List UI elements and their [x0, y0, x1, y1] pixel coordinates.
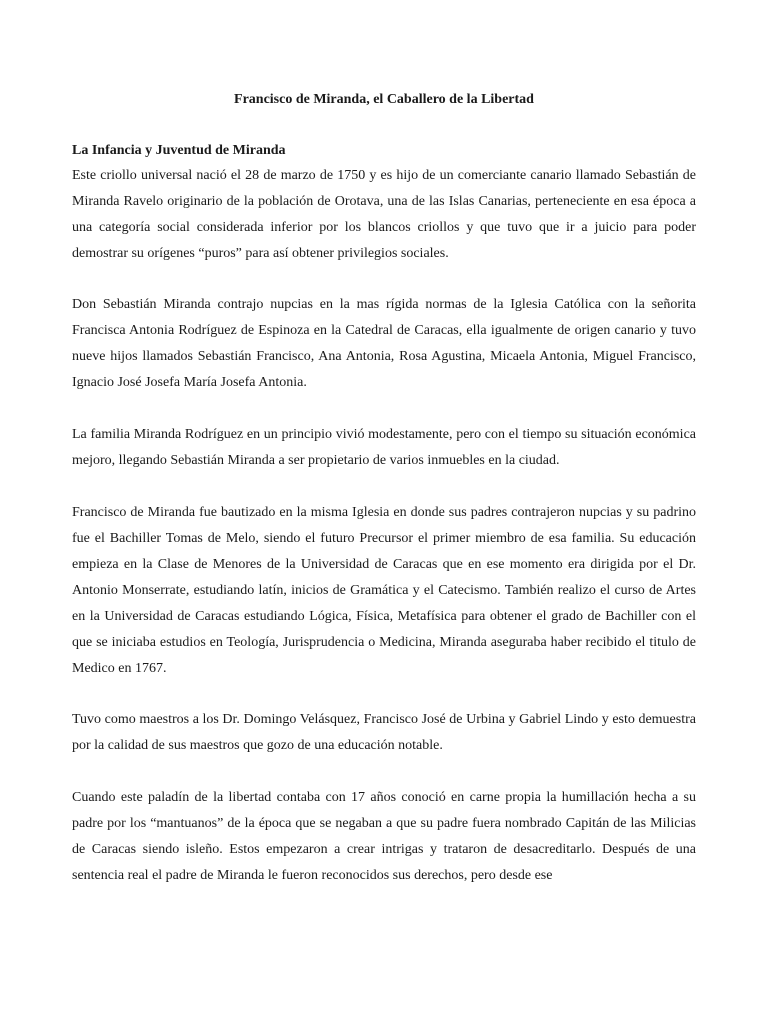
document-page	[72, 0, 696, 1024]
section-heading: La Infancia y Juventud de Miranda	[72, 143, 286, 158]
paragraph-parents-marriage: Don Sebastián Miranda contrajo nupcias en la mas rígida normas de la Iglesia Católica con la señorita Francisca Antonia Rodríguez de Espinoza en la Catedral de Caracas, ella igualmente de origen canario y tuvo nueve hijos llamados Sebastián Francisco, Ana Antonia, Rosa Agustina, Micaela Antonia, Miguel Francisco, Ignacio José Josefa María Josefa Antonia.	[72, 297, 696, 390]
document-title: Francisco de Miranda, el Caballero de la Libertad	[234, 92, 534, 107]
paragraph-father-humiliation: Cuando este paladín de la libertad contaba con 17 años conoció en carne propia la humillación hecha a su padre por los “mantuanos” de la época que se negaban a que su padre fuera nombrado Capitán de las Milicias de Caracas siendo isleño. Estos empezaron a crear intrigas y trataron de desacreditarlo. Después de una sentencia real el padre de Miranda le fueron reconocidos sus derechos, pero desde ese	[72, 790, 696, 883]
paragraph-family-economy: La familia Miranda Rodríguez en un principio vivió modestamente, pero con el tiempo su situación económica mejoro, llegando Sebastián Miranda a ser propietario de varios inmuebles en la ciudad.	[72, 427, 696, 468]
paragraph-birth: Este criollo universal nació el 28 de marzo de 1750 y es hijo de un comerciante canario llamado Sebastián de Miranda Ravelo originario de la población de Orotava, una de las Islas Canarias, perteneciente en esa época a una categoría social considerada inferior por los blancos criollos y que tuvo que ir a juicio para poder demostrar su orígenes “puros” para así obtener privilegios sociales.	[72, 168, 696, 261]
paragraph-teachers: Tuvo como maestros a los Dr. Domingo Velásquez, Francisco José de Urbina y Gabriel Lindo y esto demuestra por la calidad de sus maestros que gozo de una educación notable.	[72, 712, 696, 753]
paragraph-education: Francisco de Miranda fue bautizado en la misma Iglesia en donde sus padres contrajeron nupcias y su padrino fue el Bachiller Tomas de Melo, siendo el futuro Precursor el primer miembro de esa familia. Su educación empieza en la Clase de Menores de la Universidad de Caracas que en ese momento era dirigida por el Dr. Antonio Monserrate, estudiando latín, inicios de Gramática y el Catecismo. También realizo el curso de Artes en la Universidad de Caracas estudiando Lógica, Física, Metafísica para obtener el grado de Bachiller con el que se iniciaba estudios en Teología, Jurisprudencia o Medicina, Miranda aseguraba haber recibido el titulo de Medico en 1767.	[72, 505, 696, 676]
